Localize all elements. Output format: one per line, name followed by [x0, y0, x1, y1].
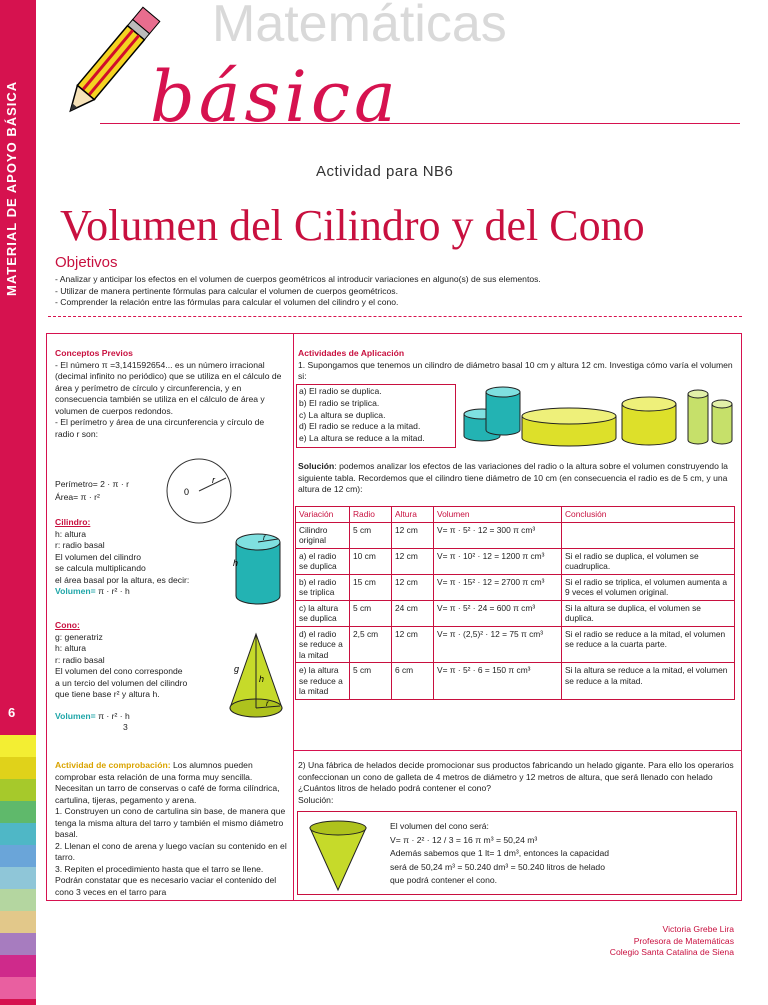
check-activity-text: Los alumnos pueden comprobar esta relación de una forma muy sencilla. Necesitan un tarro de conservas o café de forma cilíndrica, cartulina, tijeras, pegamento y arena.	[55, 760, 280, 805]
cone-g-label: g	[234, 664, 240, 674]
check-step: 2. Llenan el cono de arena y luego vacían su contenido en el tarro.	[55, 840, 287, 862]
objective-item: - Utilizar de manera pertinente fórmulas para calcular el volumen de cuerpos geométricos.	[55, 285, 398, 296]
check-step: 1. Construyen un cono de cartulina sin base, de manera que tenga la misma altura del tarro y también el mismo diámetro basal.	[55, 806, 286, 839]
solution-paragraph	[298, 461, 734, 496]
cylinder-r-label: r	[263, 533, 266, 542]
answer-line: que podrá contener el cono.	[390, 875, 498, 885]
cylinder-line: r: radio basal	[55, 540, 105, 550]
application-question-1: 1. Supongamos que tenemos un cilindro de diámetro basal 10 cm y altura 12 cm. Investiga cómo varía el volumen si:	[298, 359, 733, 381]
table-cell: 5 cm	[350, 663, 392, 700]
cone-diagram	[226, 630, 288, 722]
page-title: Volumen del Cilindro y del Cono	[60, 201, 645, 250]
color-strip	[0, 845, 36, 867]
table-cell: Si el radio se reduce a la mitad, el volumen se reduce a la cuarta parte.	[562, 626, 735, 663]
cone-line: El volumen del cono corresponde	[55, 666, 183, 676]
row-divider	[293, 750, 741, 751]
color-strip	[0, 823, 36, 845]
table-header: Conclusión	[562, 507, 735, 523]
table-cell: V= π · 15² · 12 = 2700 π cm³	[434, 574, 562, 600]
cone-volume-denominator: 3	[123, 722, 128, 732]
cylinder-volume-formula: π · r² · h	[98, 586, 130, 596]
prev-concepts	[55, 348, 285, 440]
application-title: Actividades de Aplicación	[298, 348, 405, 358]
color-strip	[0, 977, 36, 999]
table-row	[296, 600, 735, 626]
question-2	[298, 760, 734, 806]
answer-line: El volumen del cono será:	[390, 821, 489, 831]
circle-radius-label: r	[212, 475, 215, 485]
table-cell: V= π · (2,5)² · 12 = 75 π cm³	[434, 626, 562, 663]
header-subtitle-script: básica	[150, 56, 400, 138]
author-block	[610, 924, 734, 959]
color-strip	[0, 889, 36, 911]
table-cell	[562, 522, 735, 548]
section-divider	[48, 316, 742, 317]
option-item: c) La altura se duplica.	[299, 409, 386, 420]
table-header: Altura	[392, 507, 434, 523]
objective-item: - Comprender la relación entre las fórmulas para calcular el volumen del cilindro y el cono.	[55, 297, 399, 307]
table-cell: V= π · 5² · 24 = 600 π cm³	[434, 600, 562, 626]
color-strip	[0, 911, 36, 933]
color-strip	[0, 801, 36, 823]
circle-formulas	[55, 478, 175, 504]
table-cell: c) la altura se duplica	[296, 600, 350, 626]
cylinder-line: h: altura	[55, 528, 87, 539]
check-activity	[55, 760, 287, 898]
cone-line: h: altura	[55, 643, 87, 653]
cylinder-h-label: h	[233, 558, 239, 568]
answer-line: V= π · 2² · 12 / 3 = 16 π m³ = 50,24 m³	[390, 834, 538, 845]
cylinder-diagram	[230, 530, 286, 610]
table-cell: V= π · 5² · 12 = 300 π cm³	[434, 522, 562, 548]
table-cell: Si la altura se reduce a la mitad, el volumen se reduce a la mitad.	[562, 663, 735, 700]
cone-title: Cono:	[55, 620, 80, 630]
table-row	[296, 663, 735, 700]
table-cell: e) la altura se reduce a la mitad	[296, 663, 350, 700]
table-cell: 24 cm	[392, 600, 434, 626]
table-header: Radio	[350, 507, 392, 523]
table-header: Volumen	[434, 507, 562, 523]
variation-table	[295, 506, 735, 700]
circle-center-label: 0	[184, 487, 190, 497]
table-cell: 12 cm	[392, 574, 434, 600]
option-item: e) La altura se reduce a la mitad.	[299, 433, 425, 444]
solution-label: Solución	[298, 461, 335, 471]
author-name: Victoria Grebe Lira	[662, 924, 734, 934]
option-item: d) El radio se reduce a la mitad.	[299, 421, 421, 432]
cone-line: g: generatriz	[55, 631, 103, 642]
header-title: Matemáticas	[212, 0, 507, 53]
cone-h-label: h	[259, 674, 265, 684]
table-cell: Si el radio se duplica, el volumen se cuadruplica.	[562, 548, 735, 574]
table-cell: V= π · 10² · 12 = 1200 π cm³	[434, 548, 562, 574]
table-cell: Si el radio se triplica, el volumen aumenta a 9 veces el volumen original.	[562, 574, 735, 600]
cone-volume-numerator: π · r² · h	[98, 710, 130, 721]
cone-line: r: radio basal	[55, 654, 105, 665]
option-item: b) El radio se triplica.	[299, 397, 380, 408]
cone-r-label: r	[266, 699, 269, 708]
header-rule	[100, 123, 740, 124]
table-header: Variación	[296, 507, 350, 523]
table-cell: 10 cm	[350, 548, 392, 574]
cylinders-illustration	[460, 384, 735, 450]
table-cell: 12 cm	[392, 548, 434, 574]
ice-cream-cone-diagram	[306, 818, 370, 892]
option-item: a) El radio se duplica.	[299, 386, 382, 396]
table-cell: 5 cm	[350, 600, 392, 626]
color-strip	[0, 955, 36, 977]
question-2-answer	[390, 820, 730, 888]
table-cell: 12 cm	[392, 522, 434, 548]
table-cell: 12 cm	[392, 626, 434, 663]
objective-item: - Analizar y anticipar los efectos en el volumen de cuerpos geométricos al introducir variaciones en alguno(s) de sus elementos.	[55, 274, 541, 284]
circle-diagram	[164, 456, 238, 526]
color-strip	[0, 933, 36, 955]
objectives-list	[55, 274, 745, 309]
table-row	[296, 548, 735, 574]
check-activity-title: Actividad de comprobación:	[55, 760, 171, 770]
cylinder-line: se calcula multiplicando	[55, 563, 146, 573]
question-2-solution-label: Solución:	[298, 794, 334, 805]
answer-line: Además sabemos que 1 lt= 1 dm³, entonces la capacidad	[390, 848, 610, 858]
table-cell: Si la altura se duplica, el volumen se duplica.	[562, 600, 735, 626]
cone-volume-label: Volumen=	[55, 710, 96, 721]
table-cell: 2,5 cm	[350, 626, 392, 663]
activity-label: Actividad para NB6	[316, 163, 454, 180]
question-2-text: 2) Una fábrica de helados decide promocionar sus productos fabricando un helado gigante. Para ello los operarios confeccionan un cono de galleta de 4 metros de diámetro y 12 metros de altura, que será llenado con helado ¿Cuántos litros de helado podrá contener el cono?	[298, 760, 734, 793]
table-cell: d) el radio se reduce a la mitad	[296, 626, 350, 663]
objectives-title: Objetivos	[55, 254, 118, 271]
table-row	[296, 574, 735, 600]
sidebar-label: MATERIAL DE APOYO BÁSICA	[4, 80, 19, 296]
table-cell: Cilindro original	[296, 522, 350, 548]
area-formula: Área= π · r²	[55, 492, 100, 502]
color-strip	[0, 867, 36, 889]
author-role: Profesora de Matemáticas	[633, 935, 734, 946]
prev-concepts-text2: - El perímetro y área de una circunferencia y círculo de radio r son:	[55, 417, 265, 439]
cylinder-line: El volumen del cilindro	[55, 551, 141, 562]
answer-line: será de 50,24 m³ = 50.240 dm³ = 50.240 litros de helado	[390, 861, 605, 872]
table-cell: 6 cm	[392, 663, 434, 700]
author-school: Colegio Santa Catalina de Siena	[609, 947, 734, 957]
application-section	[298, 348, 734, 383]
table-cell: V= π · 5² · 6 = 150 π cm³	[434, 663, 562, 700]
solution-text: : podemos analizar los efectos de las variaciones del radio o la altura sobre el volumen construyendo la siguiente tabla. Recordemos que el cilindro tiene diámetro de 10 cm (en consecuencia el radio es de 5 cm, y una altura de 12 cm):	[298, 461, 728, 494]
cone-line: a un tercio del volumen del cilindro	[55, 677, 188, 688]
color-strip	[0, 779, 36, 801]
perimeter-formula: Perímetro= 2 · π · r	[55, 479, 129, 489]
table-cell: 15 cm	[350, 574, 392, 600]
color-strip	[0, 757, 36, 779]
table-cell: a) el radio se duplica	[296, 548, 350, 574]
color-strip	[0, 735, 36, 757]
prev-concepts-text: - El número π =3,141592654... es un número irracional (decimal infinito no periódico) que se utiliza en el cálculo de área y perímetro de círculo y circunferencia, y en consecuencia también se utiliza en el cálculo de área y volumen de cuerpos redondos.	[55, 359, 282, 416]
cone-line: que tiene base r² y altura h.	[55, 689, 160, 699]
table-row	[296, 522, 735, 548]
page-number: 6	[8, 705, 16, 720]
options-box	[296, 384, 456, 448]
cylinder-title: Cilindro:	[55, 517, 91, 527]
table-row	[296, 626, 735, 663]
table-cell: 5 cm	[350, 522, 392, 548]
column-divider	[293, 333, 294, 900]
table-cell: b) el radio se triplica	[296, 574, 350, 600]
cylinder-line: el área basal por la altura, es decir:	[55, 574, 190, 585]
prev-concepts-title: Conceptos Previos	[55, 348, 133, 358]
check-step: 3. Repiten el procedimiento hasta que el tarro se llene. Podrán constatar que es necesario vaciar el contenido del cono 3 veces en el tarro para	[55, 863, 277, 897]
cylinder-volume-label: Volumen=	[55, 586, 96, 596]
